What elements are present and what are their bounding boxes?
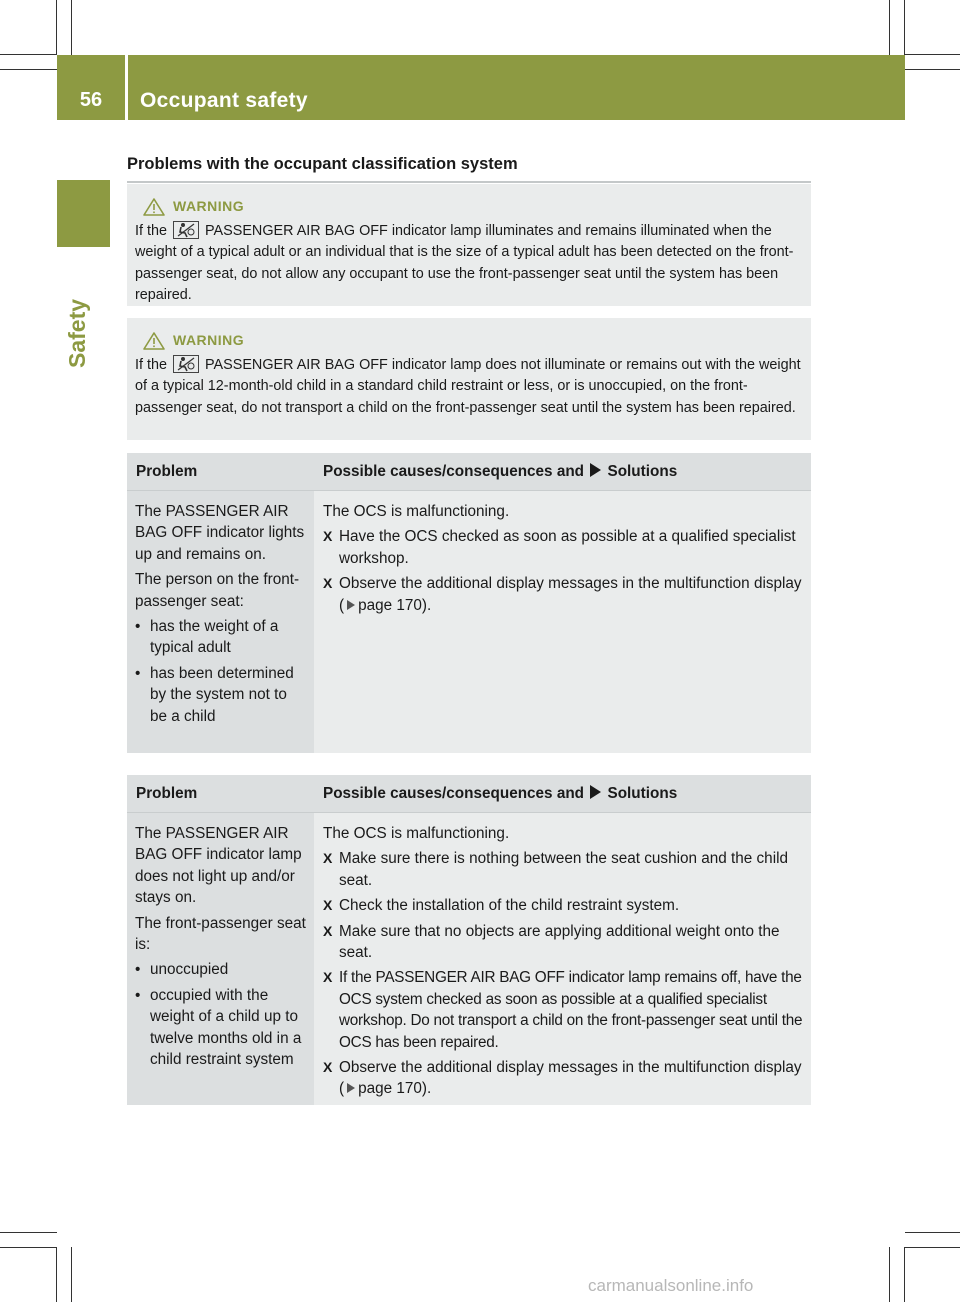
- crop-mark: [0, 1247, 57, 1248]
- table-row: [127, 813, 811, 1105]
- step-item: X Check the installation of the child restraint system.: [323, 897, 680, 915]
- warning-label: WARNING: [173, 198, 245, 214]
- crop-mark: [0, 69, 57, 70]
- page-title: Occupant safety: [140, 89, 308, 112]
- crop-mark: [0, 54, 57, 55]
- warning-text: If the PASSENGER AIR BAG OFF indicator lamp illuminates and remains illuminated when the weight of a typical adult or an individual that is the size of a typical adult has been detected on the front-passenger seat, do not allow any occupant to use the front-passenger seat until the system has been repaired.: [135, 223, 794, 303]
- table-header: [127, 775, 811, 813]
- crop-mark: [56, 0, 57, 55]
- warning-label: WARNING: [173, 332, 245, 348]
- page-reference[interactable]: page 170).: [358, 1080, 432, 1098]
- list-item: • unoccupied: [135, 961, 229, 979]
- column-header-problem: Problem: [136, 462, 198, 480]
- page-number: 56: [79, 89, 103, 111]
- column-header-solutions: Possible causes/consequences and Solutions: [323, 462, 678, 480]
- crop-mark: [71, 0, 72, 55]
- problem-table: [127, 453, 811, 753]
- header-divider: [125, 55, 128, 120]
- step-item: X Observe the additional display messages in the multifunction display ( page 170).: [323, 1059, 802, 1098]
- solution-cell: The OCS is malfunctioning. X Have the OCS checked as soon as possible at a qualified specialist workshop. X Observe the additional display messages in the multifunction display ( page 170).: [314, 491, 811, 753]
- solution-cell: The OCS is malfunctioning. X Make sure there is nothing between the seat cushion and the child seat. X Check the installation of the child restraint system. X Make sure that no objects are applying additional weight onto the seat. X If the PASSENGER AIR BAG OFF indicator lamp remains off, have the OCS system checked as soon as possible at a qualified specialist workshop. Do not transport a child on the front-passenger seat until the OCS has been repaired. X Observe the additional display messages in the multifunction display ( page 170).: [314, 813, 811, 1105]
- crop-mark: [0, 1232, 57, 1233]
- airbag-off-icon: [173, 355, 199, 373]
- table-row: [127, 491, 811, 753]
- table-header: [127, 453, 811, 491]
- crop-mark: [56, 1247, 57, 1302]
- airbag-off-icon: [173, 221, 199, 239]
- warning-header: [143, 196, 803, 217]
- step-item: X Observe the additional display messages in the multifunction display ( page 170).: [323, 575, 802, 614]
- page-ref-icon: [347, 1083, 355, 1093]
- crop-mark: [889, 1247, 890, 1302]
- warning-box: [127, 318, 811, 440]
- page-ref-icon: [347, 600, 355, 610]
- crop-mark: [904, 0, 905, 55]
- problem-cell: The PASSENGER AIR BAG OFF indicator lamp does not light up and/or stays on. The front-passenger seat is: • unoccupied • occupied with the weight of a child up to twelve months old in a child restraint system: [127, 813, 314, 1105]
- list-item: • has the weight of a typical adult: [135, 618, 279, 657]
- crop-mark: [905, 1232, 960, 1233]
- page-reference[interactable]: page 170).: [358, 596, 432, 614]
- column-header-solutions: Possible causes/consequences and Solutions: [323, 784, 678, 802]
- crop-mark: [905, 69, 960, 70]
- crop-mark: [905, 1247, 960, 1248]
- crop-mark: [905, 54, 960, 55]
- step-item: X If the PASSENGER AIR BAG OFF indicator lamp remains off, have the OCS system checked as soon as possible at a qualified specialist workshop. Do not transport a child on the front-passenger seat until the OCS has been repaired.: [323, 969, 803, 1051]
- list-item: • has been determined by the system not to be a child: [135, 664, 294, 725]
- chapter-label: Safety: [64, 298, 90, 368]
- action-arrow-icon: [590, 463, 601, 477]
- watermark: carmanualsonline.info: [588, 1276, 754, 1295]
- action-arrow-icon: [590, 785, 601, 799]
- warning-triangle-icon: [143, 332, 165, 350]
- crop-mark: [71, 1247, 72, 1302]
- warning-text: If the PASSENGER AIR BAG OFF indicator lamp does not illuminate or remains out with the weight of a typical 12-month-old child in a standard child restraint or less, or is unoccupied, on the front-passenger seat, do not transport a child on the front-passenger seat until the system has been repaired.: [135, 357, 801, 416]
- warning-triangle-icon: [143, 198, 165, 216]
- column-header-problem: Problem: [136, 784, 198, 802]
- warning-header: [143, 330, 803, 351]
- list-item: • occupied with the weight of a child up to twelve months old in a child restraint system: [135, 986, 302, 1069]
- crop-mark: [889, 0, 890, 55]
- problem-table: [127, 775, 811, 1105]
- page-header: [57, 55, 905, 120]
- crop-mark: [904, 1247, 905, 1302]
- step-item: X Have the OCS checked as soon as possible at a qualified specialist workshop.: [323, 528, 796, 567]
- warning-box: [127, 184, 811, 306]
- step-item: X Make sure there is nothing between the seat cushion and the child seat.: [323, 850, 788, 889]
- problem-cell: The PASSENGER AIR BAG OFF indicator lights up and remains on. The person on the front-passenger seat: • has the weight of a typical adult • has been determined by the system not to be a child: [127, 491, 314, 753]
- chapter-tab: [57, 180, 110, 247]
- step-item: X Make sure that no objects are applying additional weight onto the seat.: [323, 922, 780, 962]
- section-heading: Problems with the occupant classification system: [127, 155, 811, 183]
